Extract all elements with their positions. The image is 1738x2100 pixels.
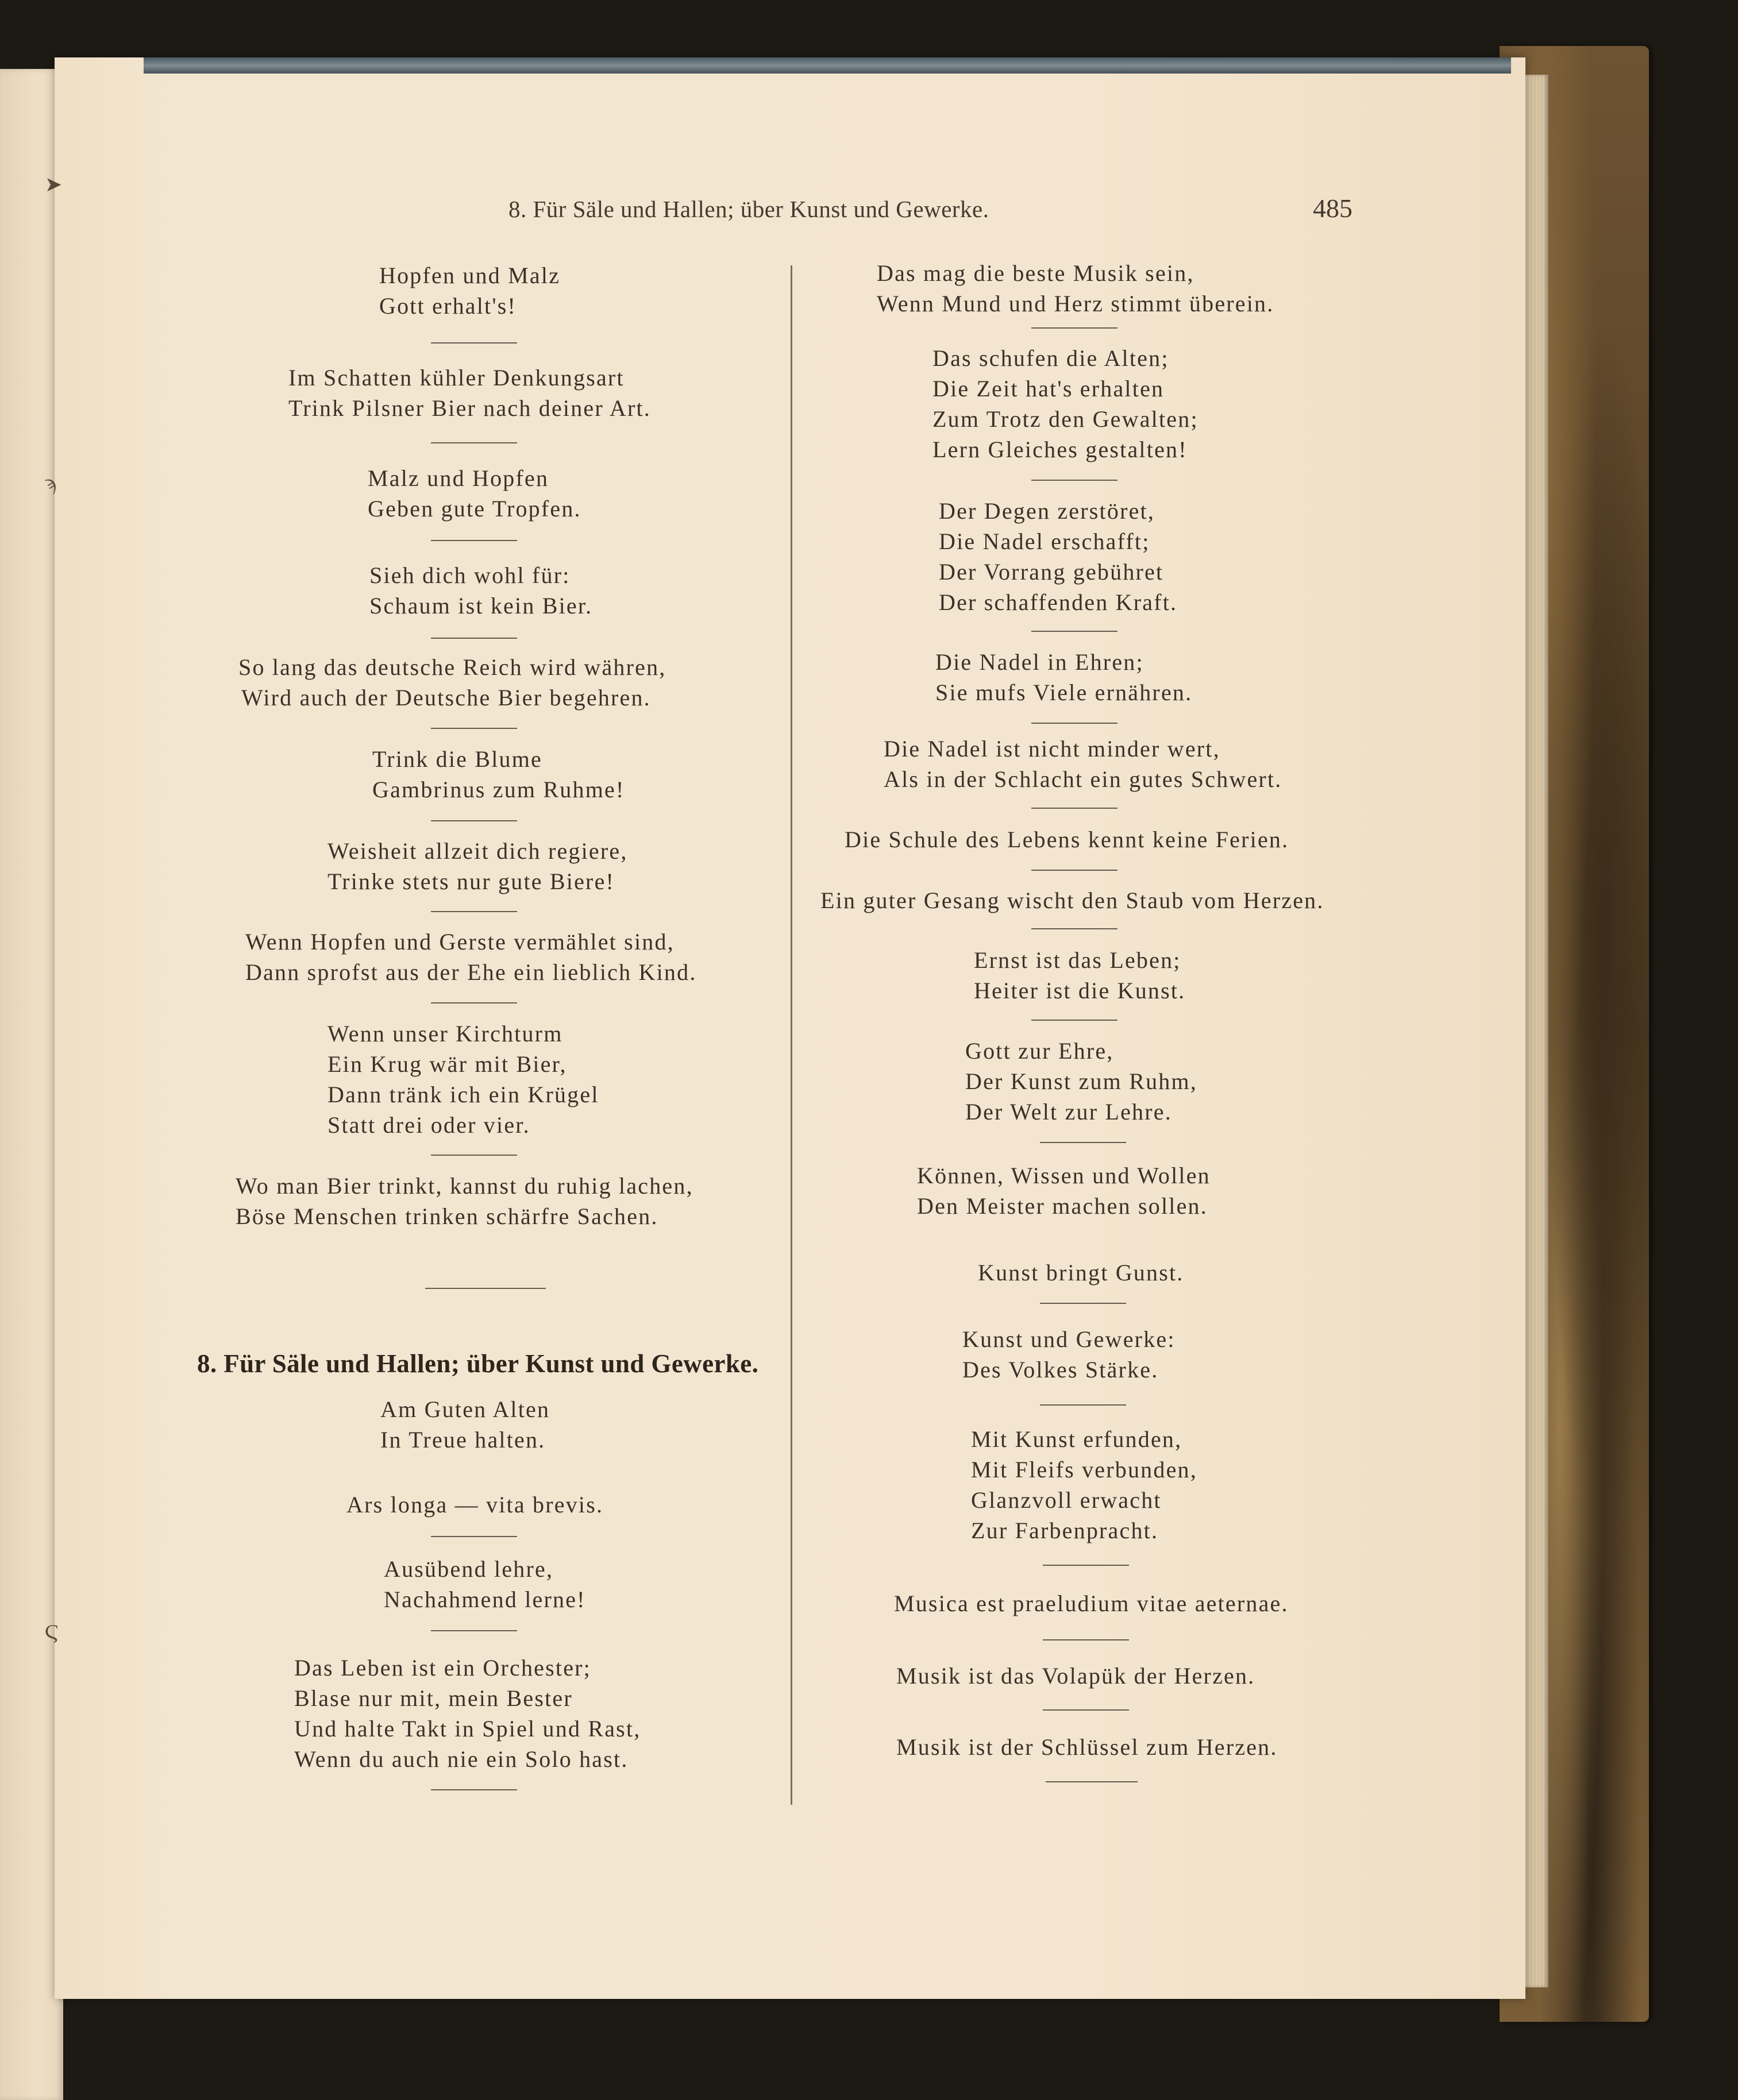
verse-line: Ausübend lehre, <box>384 1556 554 1582</box>
verse-line: Trink die Blume <box>372 746 542 772</box>
separator-rule <box>431 540 517 541</box>
verse-line: Das schufen die Alten; <box>932 345 1169 371</box>
verse-line: Am Guten Alten <box>380 1396 550 1422</box>
verse-line: Dann sprofst aus der Ehe ein lieblich Kind. <box>245 959 697 985</box>
verse-line: Gott zur Ehre, <box>965 1038 1114 1064</box>
verse-line: Als in der Schlacht ein gutes Schwert. <box>884 766 1282 792</box>
verse-line: In Treue halten. <box>380 1427 546 1453</box>
verse-line: Wo man Bier trinkt, kannst du ruhig lachen, <box>236 1173 693 1199</box>
separator-rule <box>431 820 517 821</box>
verse-line: Ein Krug wär mit Bier, <box>327 1051 567 1077</box>
verse-line: Böse Menschen trinken schärfre Sachen. <box>236 1203 658 1229</box>
verse-line: So lang das deutsche Reich wird währen, <box>238 654 666 680</box>
separator-rule <box>1031 1020 1117 1021</box>
verse-line: Wenn Mund und Herz stimmt überein. <box>877 291 1274 316</box>
verse-line: Sie mufs Viele ernähren. <box>935 680 1193 705</box>
verse-line: Und halte Takt in Spiel und Rast, <box>294 1716 641 1742</box>
verse-line: Der schaffenden Kraft. <box>939 589 1178 615</box>
separator-rule <box>431 342 517 343</box>
verse-line: Musica est praeludium vitae aeternae. <box>894 1591 1289 1616</box>
verse-line: Dann tränk ich ein Krügel <box>327 1082 599 1107</box>
separator-rule <box>1031 723 1117 724</box>
verse-line: Sieh dich wohl für: <box>369 562 571 588</box>
verse-line: Gott erhalt's! <box>379 293 517 319</box>
verse-line: Die Nadel erschafft; <box>939 528 1150 554</box>
verse-line: Nachahmend lerne! <box>384 1586 586 1612</box>
verse-line: Des Volkes Stärke. <box>962 1357 1159 1383</box>
separator-rule <box>1040 1142 1126 1143</box>
margin-mark: ➤ <box>45 173 63 196</box>
section-heading: 8. Für Säle und Hallen; über Kunst und Gewerke. <box>197 1349 759 1378</box>
separator-rule <box>1031 480 1117 481</box>
verse-line: Das Leben ist ein Orchester; <box>294 1655 591 1681</box>
book-page <box>55 57 1525 1999</box>
verse-line: Wenn Hopfen und Gerste vermählet sind, <box>245 929 675 955</box>
margin-mark: Ϛ <box>45 1620 59 1643</box>
verse-line: Den Meister machen sollen. <box>917 1193 1208 1219</box>
separator-rule <box>431 1002 517 1003</box>
separator-rule <box>1031 808 1117 809</box>
verse-line: Musik ist der Schlüssel zum Herzen. <box>896 1734 1278 1760</box>
verse-line: Der Degen zerstöret, <box>939 498 1155 524</box>
verse-line: Der Kunst zum Ruhm, <box>965 1068 1197 1094</box>
verse-line: Kunst und Gewerke: <box>962 1326 1176 1352</box>
verse-line: Mit Fleifs verbunden, <box>971 1457 1197 1483</box>
facing-page-edge <box>0 69 63 2100</box>
separator-rule <box>431 442 517 443</box>
separator-rule <box>1043 1639 1129 1640</box>
separator-rule <box>431 1155 517 1156</box>
verse-line: Können, Wissen und Wollen <box>917 1163 1211 1188</box>
verse-line: Statt drei oder vier. <box>327 1112 530 1138</box>
separator-rule <box>431 728 517 729</box>
verse-line: Der Vorrang gebühret <box>939 559 1164 585</box>
separator-rule <box>431 638 517 639</box>
verse-line: Die Nadel in Ehren; <box>935 649 1144 675</box>
verse-line: Weisheit allzeit dich regiere, <box>327 838 628 864</box>
verse-line: Ein guter Gesang wischt den Staub vom Herzen. <box>820 887 1324 913</box>
separator-rule <box>431 1630 517 1631</box>
verse-line: Gambrinus zum Ruhme! <box>372 777 625 802</box>
separator-rule <box>1040 1404 1126 1406</box>
verse-line: Heiter ist die Kunst. <box>974 978 1186 1003</box>
verse-line: Geben gute Tropfen. <box>368 496 581 522</box>
margin-mark: ϡ <box>45 472 56 495</box>
verse-line: Hopfen und Malz <box>379 262 561 288</box>
verse-line: Wenn du auch nie ein Solo hast. <box>294 1746 629 1772</box>
running-head: 8. Für Säle und Hallen; über Kunst und Gewerke. <box>508 196 989 222</box>
verse-line: Ars longa — vita brevis. <box>346 1492 604 1518</box>
verse-line: Trinke stets nur gute Biere! <box>327 868 615 894</box>
separator-rule <box>1043 1709 1129 1711</box>
section-end-rule <box>425 1288 546 1289</box>
binding-thread <box>144 57 1511 74</box>
verse-line: Der Welt zur Lehre. <box>965 1099 1172 1125</box>
verse-line: Wenn unser Kirchturm <box>327 1021 563 1047</box>
verse-line: Musik ist das Volapük der Herzen. <box>896 1663 1255 1689</box>
verse-line: Glanzvoll erwacht <box>971 1487 1162 1513</box>
verse-line: Die Schule des Lebens kennt keine Ferien. <box>845 827 1289 852</box>
verse-line: Ernst ist das Leben; <box>974 947 1181 973</box>
verse-line: Trink Pilsner Bier nach deiner Art. <box>288 395 652 421</box>
separator-rule <box>431 911 517 912</box>
verse-line: Blase nur mit, mein Bester <box>294 1685 573 1711</box>
verse-line: Mit Kunst erfunden, <box>971 1426 1182 1452</box>
column-divider <box>791 265 792 1805</box>
verse-line: Zum Trotz den Gewalten; <box>932 406 1199 432</box>
verse-line: Die Nadel ist nicht minder wert, <box>884 736 1220 762</box>
separator-rule <box>431 1789 517 1790</box>
verse-line: Lern Gleiches gestalten! <box>932 437 1188 462</box>
page-number: 485 <box>1313 194 1352 223</box>
verse-line: Kunst bringt Gunst. <box>978 1260 1184 1286</box>
verse-line: Malz und Hopfen <box>368 465 549 491</box>
separator-rule <box>1043 1565 1129 1566</box>
verse-line: Das mag die beste Musik sein, <box>877 260 1194 286</box>
verse-line: Im Schatten kühler Denkungsart <box>288 365 625 391</box>
separator-rule <box>1031 870 1117 871</box>
verse-line: Zur Farbenpracht. <box>971 1518 1159 1543</box>
separator-rule <box>1031 928 1117 929</box>
verse-line: Schaum ist kein Bier. <box>369 593 593 619</box>
separator-rule <box>1040 1303 1126 1304</box>
separator-rule <box>431 1536 517 1537</box>
separator-rule <box>1031 327 1117 329</box>
verse-line: Wird auch der Deutsche Bier begehren. <box>241 685 651 711</box>
separator-rule <box>1031 631 1117 632</box>
verse-line: Die Zeit hat's erhalten <box>932 376 1165 402</box>
separator-rule <box>1046 1781 1138 1782</box>
